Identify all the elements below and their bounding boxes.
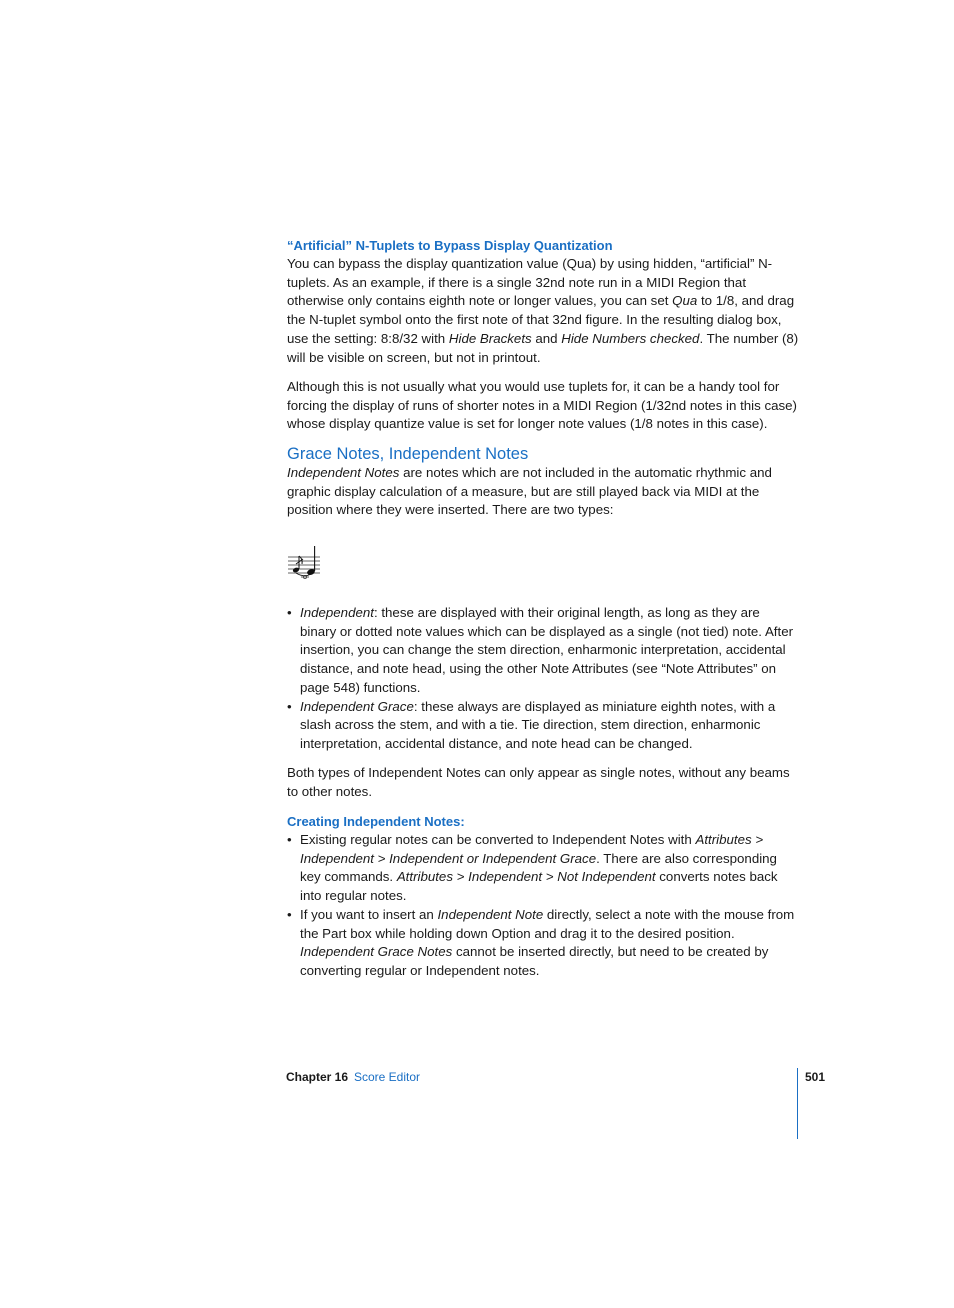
italic-run: Independent Notes (287, 465, 400, 480)
paragraph-artificial-ntuplets (287, 255, 799, 367)
text-run: to 1/8, and drag the N-tuplet symbol onto the first note of that 32nd figure. In the resulting dialog box, use the setting: 8:8/32 with (287, 293, 795, 346)
italic-run: Hide Numbers checked (561, 330, 700, 346)
list-item (287, 831, 799, 906)
list-item (287, 698, 799, 754)
list-item (287, 604, 799, 698)
independent-types-list (287, 604, 799, 754)
paragraph-text: Although this is not usually what you would use tuplets for, it can be a handy tool for forcing the display of runs of shorter notes in a MIDI Region (1/32nd notes in this case) whose display quantize value is set for longer note values (1/8 notes in this case). (287, 379, 797, 432)
text-run: Existing regular notes can be converted to Independent Notes with (300, 832, 696, 847)
section-heading-grace-notes: Grace Notes, Independent Notes (287, 445, 529, 463)
text-run: converts notes back into regular notes. (300, 869, 778, 904)
text-run: and (531, 330, 562, 346)
italic-run: Independent Note (437, 906, 544, 922)
section-heading-artificial-ntuplets: “Artificial” N-Tuplets to Bypass Display Quantization (287, 238, 613, 253)
paragraph-tuplets-usage (287, 378, 799, 434)
text-run: If you want to insert an (300, 906, 438, 922)
text-run: . The number (8) will be visible on screen, but not in printout. (287, 330, 799, 365)
paragraph-independent-outro (287, 764, 799, 801)
text-run: : these are displayed with their original length, as long as they are binary or dotted note values which can be displayed as a single (not tied) note. After insertion, you can change the stem direction, enharmonic interpretation, accidental distance, and note head, using the other Note Attributes (see “Note Attributes” on page 548) functions. (300, 605, 794, 695)
italic-run: Hide Brackets (448, 330, 532, 346)
paragraph-text: Both types of Independent Notes can only appear as single notes, without any beams to other notes. (287, 765, 790, 799)
section-heading-creating-independent: Creating Independent Notes: (287, 814, 465, 829)
text-run: . There are also corresponding key commands. (300, 850, 777, 885)
footer-divider (797, 1068, 798, 1139)
text-run: You can bypass the display quantization value (Qua) by using hidden, “artificial” N-tuplets. As an example, if there is a single 32nd note run in a MIDI Region that otherwise only contains eighth note or longer values, you can set (287, 256, 773, 309)
text-run: : these always are displayed as miniature eighth notes, with a slash across the stem, and with a tie. Tie direction, stem direction, enharmonic interpretation, accidental distance, and note head can be changed. (300, 698, 776, 751)
italic-run: Qua (672, 293, 698, 309)
italic-run: Attributes > Independent > Not Independent (396, 869, 656, 885)
italic-run: Independent Grace Notes (300, 944, 453, 960)
italic-run: Attributes > Independent > Independent or Independent Grace (300, 832, 764, 866)
footer-chapter: Chapter 16 (286, 1070, 349, 1084)
italic-run: Independent Grace (300, 698, 414, 714)
text-run: directly, select a note with the mouse from the Part box while holding down Option and drag it to the desired position. (300, 906, 795, 941)
text-run: cannot be inserted directly, but need to be created by converting regular or Independent notes. (300, 944, 769, 978)
list-item (287, 906, 799, 981)
text-run: are notes which are not included in the automatic rhythmic and graphic display calculation of a measure, but are still played back via MIDI at the position where they were inserted. There are two types: (287, 465, 772, 518)
italic-run: Independent (300, 605, 374, 620)
footer-page-number: 501 (805, 1070, 826, 1084)
creating-independent-list (287, 831, 799, 981)
paragraph-independent-intro (287, 464, 799, 520)
grace-note-icon (287, 542, 321, 580)
footer-section-link[interactable]: Score Editor (354, 1070, 421, 1084)
